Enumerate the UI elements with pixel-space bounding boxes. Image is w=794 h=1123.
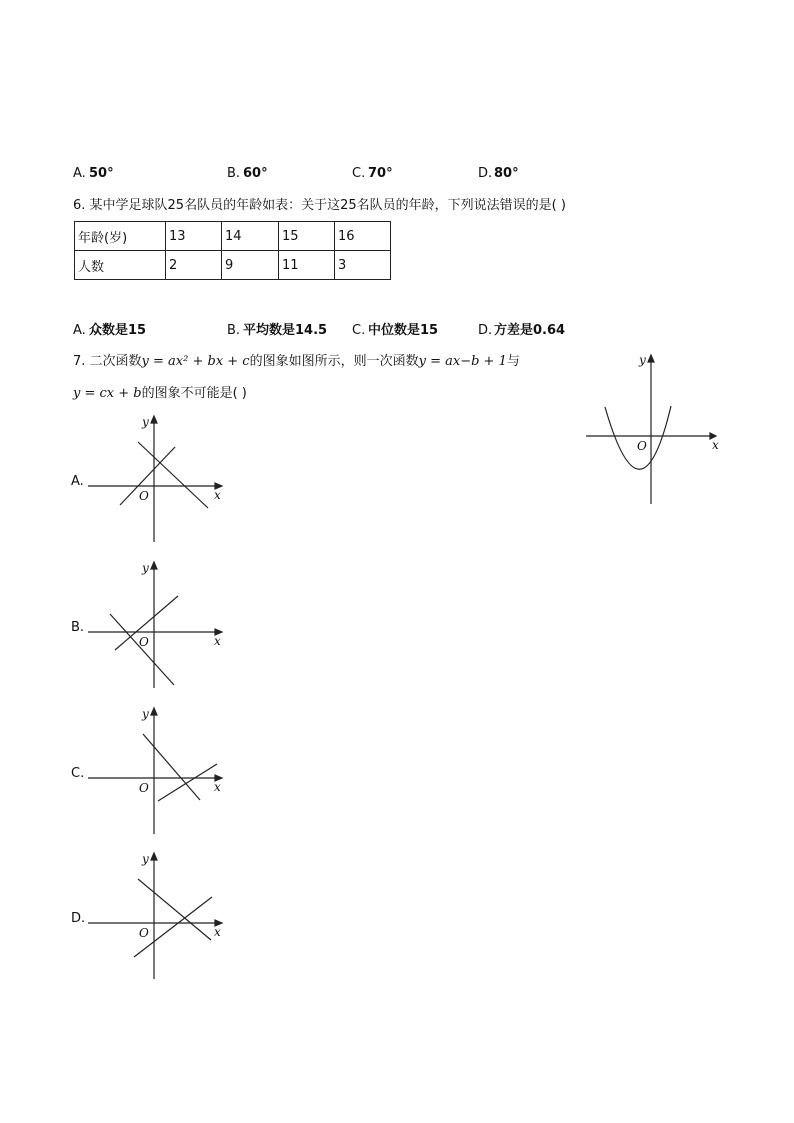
q5-option-c-letter: C.: [352, 166, 366, 181]
q7-stem-mid: 的图象如图所示，则一次函数: [249, 354, 419, 369]
y-axis-arrow: [648, 355, 654, 362]
x-axis-label: x: [214, 780, 221, 794]
table-cell: 年龄(岁): [75, 222, 166, 251]
table-cell: 人数: [75, 251, 166, 280]
q6-option-d-value: 方差是0.64: [494, 323, 566, 338]
q5-option-c-value: 70°: [368, 166, 393, 181]
x-axis-label: x: [214, 925, 221, 939]
origin-label: O: [637, 439, 647, 453]
table-cell: 14: [222, 222, 279, 251]
y-axis-label: y: [142, 707, 149, 721]
q5-option-a-letter: A.: [73, 166, 86, 181]
q7-stem-line2: [73, 387, 247, 400]
q6-option-a-letter: A.: [73, 323, 86, 338]
q6-option-b-value: 平均数是14.5: [243, 323, 328, 338]
y-axis-arrow: [151, 562, 157, 569]
y-axis-label: y: [142, 415, 149, 429]
x-axis-label: x: [214, 634, 221, 648]
q7-stem-suffix: 与: [506, 354, 520, 369]
table-cell: 3: [335, 251, 391, 280]
q6-option-c-value: 中位数是15: [368, 323, 439, 338]
table-cell: 16: [335, 222, 391, 251]
q5-option-a-value: 50°: [89, 166, 114, 181]
table-cell: 9: [222, 251, 279, 280]
age-table: [74, 221, 391, 280]
q6-option-a-value: 众数是15: [89, 323, 147, 338]
q5-option-d-value: 80°: [494, 166, 519, 181]
option-d-graph: [88, 849, 228, 983]
origin-label: O: [139, 489, 149, 503]
table-cell: 11: [279, 251, 335, 280]
origin-label: O: [139, 926, 149, 940]
q7-option-d-letter: D.: [71, 911, 86, 926]
q6-stem: 6. 某中学足球队25名队员的年龄如表：关于这25名队员的年龄，下列说法错误的是( ): [73, 198, 566, 213]
y-axis-arrow: [151, 708, 157, 715]
y-axis-label: y: [142, 561, 149, 575]
table-cell: 2: [166, 251, 222, 280]
table-row: [75, 251, 391, 280]
x-axis-label: x: [712, 438, 719, 452]
q7-stem-line1: [73, 355, 520, 368]
q5-option-d-letter: D.: [478, 166, 493, 181]
y-axis-arrow: [151, 416, 157, 423]
q5-option-b-letter: B.: [227, 166, 241, 181]
q6-option-d-letter: D.: [478, 323, 493, 338]
option-b-graph: [88, 558, 228, 692]
origin-label: O: [139, 781, 149, 795]
y-axis-arrow: [151, 853, 157, 860]
parabola-figure: [586, 352, 722, 507]
origin-label: O: [139, 635, 149, 649]
line-falling: [143, 734, 200, 800]
q7-stem-line2-suffix: 的图象不可能是( ): [141, 386, 247, 401]
q7-option-b-letter: B.: [71, 620, 85, 635]
q7-stem-prefix: 7. 二次函数: [73, 354, 142, 369]
q7-formula-quadratic: y = ax² + bx + c: [141, 354, 250, 369]
line-falling: [138, 879, 211, 940]
x-axis-label: x: [214, 488, 221, 502]
table-row: [75, 222, 391, 251]
parabola-curve: [605, 406, 671, 469]
q7-option-c-letter: C.: [71, 766, 85, 781]
y-axis-label: y: [142, 852, 149, 866]
q5-option-b-value: 60°: [243, 166, 268, 181]
q7-formula-linear1: y = ax−b + 1: [418, 354, 507, 369]
y-axis-label: y: [639, 353, 646, 367]
q7-formula-linear2: y = cx + b: [73, 386, 142, 401]
q6-option-b-letter: B.: [227, 323, 241, 338]
q6-option-c-letter: C.: [352, 323, 366, 338]
line-falling: [110, 614, 174, 685]
q7-option-a-letter: A.: [71, 474, 84, 489]
table-cell: 15: [279, 222, 335, 251]
option-c-graph: [88, 704, 228, 838]
table-cell: 13: [166, 222, 222, 251]
line-rising: [158, 764, 217, 801]
option-a-graph: [88, 412, 228, 546]
